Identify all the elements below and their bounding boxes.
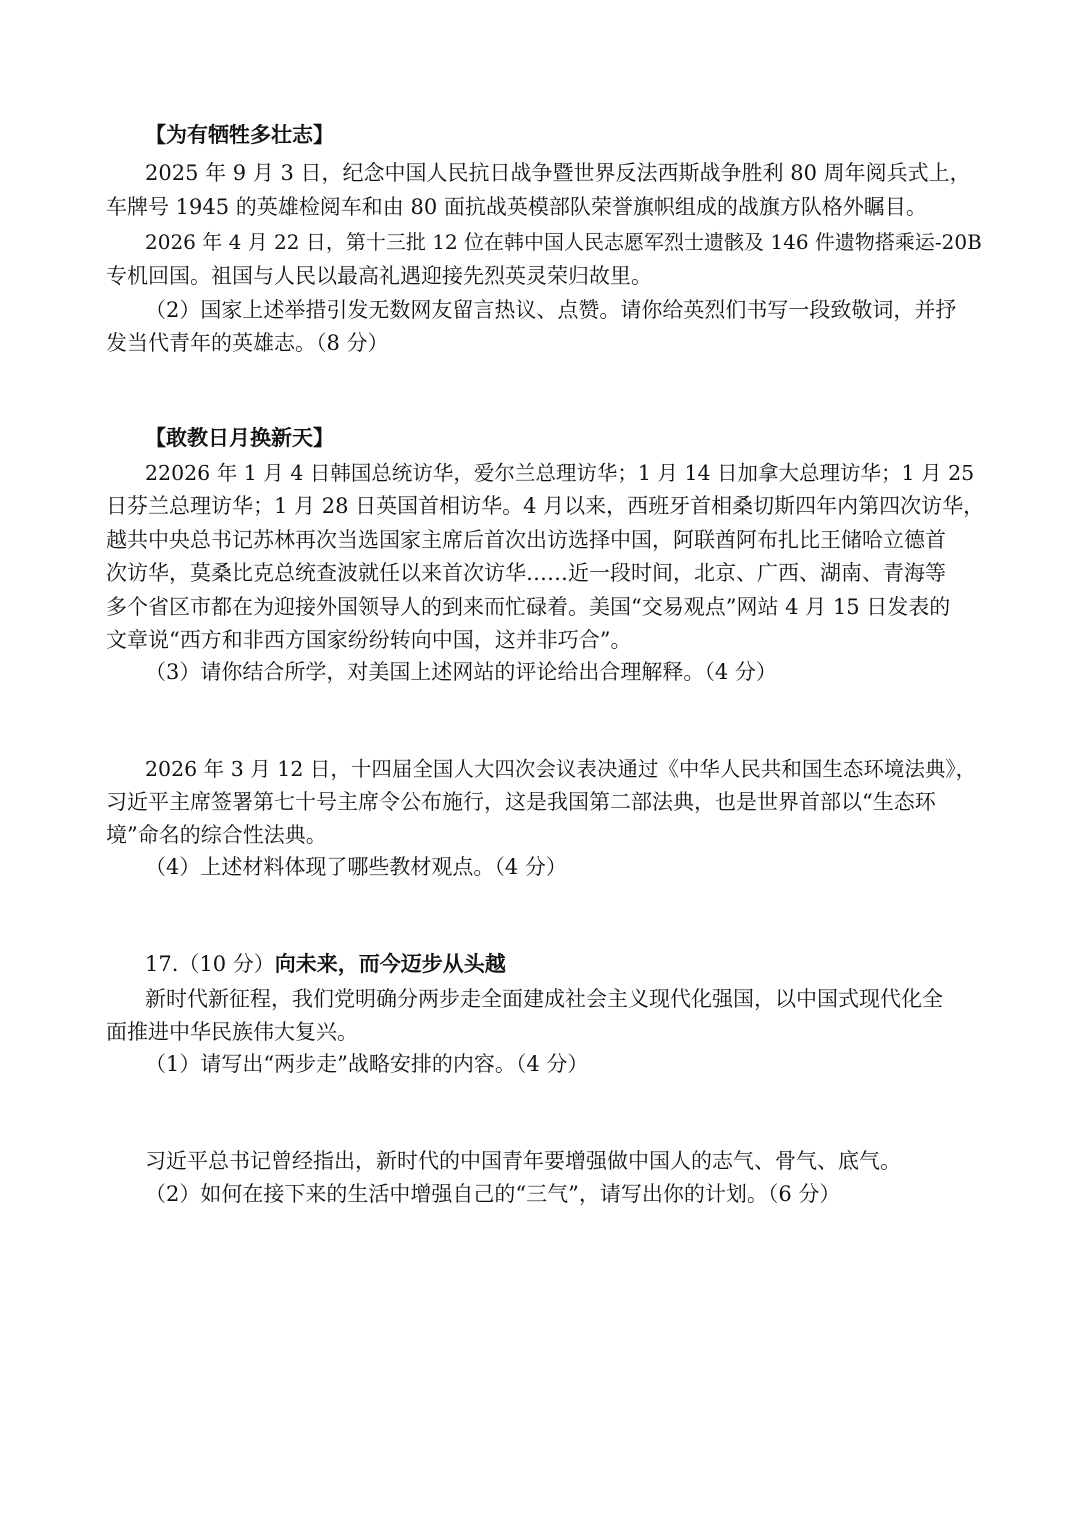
question-line: （4）上述材料体现了哪些教材观点。（4 分） [145,855,567,879]
question-line: 发当代青年的英雄志。（8 分） [106,331,389,355]
paragraph-line: 习近平主席签署第七十号主席令公布施行，这是我国第二部法典，也是世界首部以“生态环 [106,790,936,814]
paragraph-line: 面推进中华民族伟大复兴。 [106,1020,358,1044]
question-line: （2）国家上述举措引发无数网友留言热议、点赞。请你给英烈们书写一段致敬词，并抒 [145,298,957,322]
paragraph-line: 新时代新征程，我们党明确分两步走全面建成社会主义现代化强国，以中国式现代化全 [145,987,943,1011]
paragraph-line: 多个省区市都在为迎接外国领导人的到来而忙碌着。美国“交易观点”网站 4 月 15 日发表的 [106,595,951,619]
section-heading-new-sky: 【敢教日月换新天】 [145,426,334,450]
question-line: （2）如何在接下来的生活中增强自己的“三气”，请写出你的计划。（6 分） [145,1182,841,1206]
question-17-header [145,950,506,978]
paragraph-line: 车牌号 1945 的英雄检阅车和由 80 面抗战英模部队荣誉旗帜组成的战旗方队格外瞩目。 [106,195,927,219]
paragraph-line: 习近平总书记曾经指出，新时代的中国青年要增强做中国人的志气、骨气、底气。 [145,1149,901,1173]
paragraph-line: 22026 年 1 月 4 日韩国总统访华，爱尔兰总理访华；1 月 14 日加拿大总理访华；1 月 25 [145,461,975,485]
paragraph-line: 2026 年 4 月 22 日，第十三批 12 位在韩中国人民志愿军烈士遗骸及 146 件遗物搭乘运-20B [145,230,982,254]
paragraph-line: 专机回国。祖国与人民以最高礼遇迎接先烈英灵荣归故里。 [106,264,652,288]
paragraph-line: 2025 年 9 月 3 日，纪念中国人民抗日战争暨世界反法西斯战争胜利 80 周年阅兵式上， [145,161,971,185]
paragraph-line: 文章说“西方和非西方国家纷纷转向中国，这并非巧合”。 [106,628,632,652]
question-title: 向未来，而今迈步从头越 [274,952,506,976]
paragraph-line: 境”命名的综合性法典。 [106,823,327,847]
question-number: 17.（10 分） [145,952,275,976]
paragraph-line: 2026 年 3 月 12 日，十四届全国人大四次会议表决通过《中华人民共和国生态环境法典》， [145,757,977,781]
section-heading-sacrifice: 【为有牺牲多壮志】 [145,123,334,147]
question-line: （1）请写出“两步走”战略安排的内容。（4 分） [145,1052,589,1076]
question-line: （3）请你结合所学，对美国上述网站的评论给出合理解释。（4 分） [145,660,777,684]
paragraph-line: 越共中央总书记苏林再次当选国家主席后首次出访选择中国，阿联酋阿布扎比王储哈立德首 [106,528,946,552]
paragraph-line: 次访华，莫桑比克总统查波就任以来首次访华……近一段时间，北京、广西、湖南、青海等 [106,561,946,585]
paragraph-line: 日芬兰总理访华；1 月 28 日英国首相访华。4 月以来，西班牙首相桑切斯四年内第四次访华， [106,494,985,518]
